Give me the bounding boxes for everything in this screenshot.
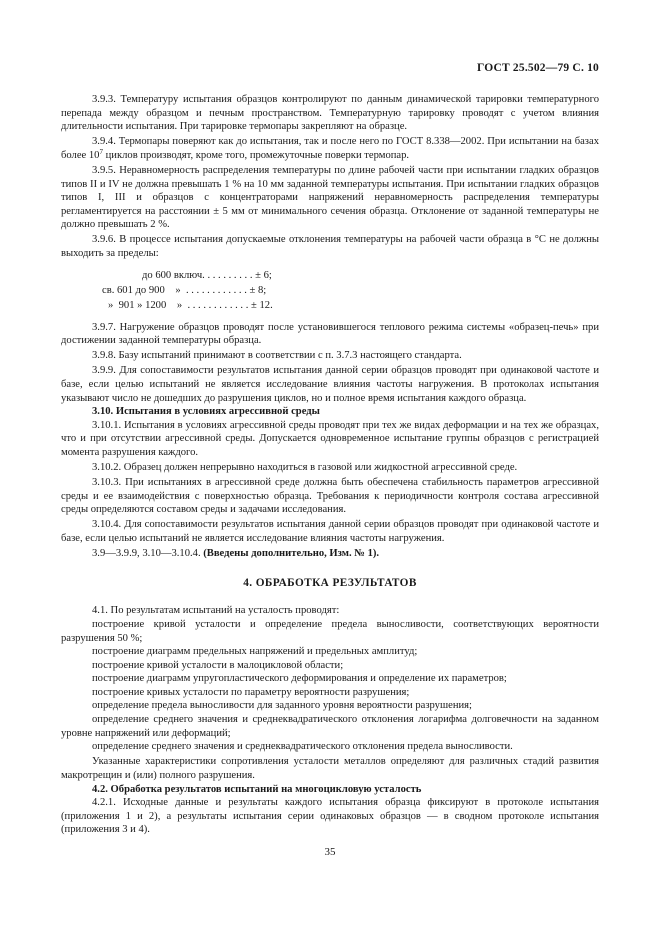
paragraph-4-1-tail: Указанные характеристики сопротивления усталости металлов определяют для различных стадий развития макротрещин и (или) полного разрушения.	[61, 756, 599, 781]
amendment-text: (Введены дополнительно, Изм. № 1).	[203, 548, 380, 560]
list-item: построение кривой усталости и определение предела выносливости, соответствующих вероятности разрушения 50 %;	[61, 618, 599, 644]
paragraph-4-1: 4.1. По результатам испытаний на усталость проводят:	[92, 605, 340, 617]
paragraph-3-9-4	[61, 135, 599, 162]
page-number: 35	[324, 846, 336, 858]
paragraph-3-9-6: 3.9.6. В процессе испытания допускаемые отклонения температуры на рабочей части образца в °С не должны выходить за пределы:	[61, 234, 599, 260]
tolerance-row: св. 601 до 900 » . . . . . . . . . . . . ± 8;	[102, 284, 267, 296]
paragraph-3-9-7: 3.9.7. Нагружение образцов проводят после установившегося теплового режима системы «образец-печь» при достижении заданной температуры образца.	[61, 321, 599, 347]
list-item: построение диаграмм предельных напряжений и предельных амплитуд;	[92, 646, 418, 658]
exponent: 7	[99, 147, 103, 156]
document-body	[61, 93, 599, 837]
paragraph-3-9-5: 3.9.5. Неравномерность распределения температуры по длине рабочей части при испытании гладких образцов типов II и IV не должна превышать 1 % на 10 мм заданной температуры испытания. При испытании гладких образцов типов I, III и образцов с концентраторами напряжений неравномерность распределения температуры регламентируется на расстоянии ± 5 мм от минимального сечения образца. Отклонение от заданной температуры не должно превышать 2 %.	[61, 164, 599, 231]
paragraph-3-9-3: 3.9.3. Температуру испытания образцов контролируют по данным динамической тарировки температурного перепада между образцом и печным пространством. Температурную тарировку проводят с учетом влияния длительности испытания. При тарировке термопары закрепляют на образце.	[61, 94, 599, 133]
paragraph-3-10-4: 3.10.4. Для сопоставимости результатов испытания данной серии образцов проводят при одинаковой частоте и базе, если целью испытаний не является исследование влияния частоты нагружения.	[61, 519, 599, 545]
list-item: построение кривой усталости в малоцикловой области;	[92, 659, 344, 671]
amendment-note	[61, 547, 599, 561]
amendment-ref: 3.9—3.9.9, 3.10—3.10.4.	[92, 548, 204, 560]
list-item: определение среднего значения и среднеквадратического отклонения предела выносливости.	[92, 741, 513, 753]
list-item: построение кривых усталости по параметру вероятности разрушения;	[92, 686, 410, 698]
paragraph-3-9-9: 3.9.9. Для сопоставимости результатов испытания данной серии образцов проводят при одинаковой частоте и базе, если целью испытаний не является исследование влияния частоты нагружения. В протоколах испытания указывают число не дошедших до разрушения циклов, но и полное время испытания каждого образца.	[61, 365, 599, 404]
paragraph-3-10-3: 3.10.3. При испытаниях в агрессивной среде должна быть обеспечена стабильность параметров агрессивной среды и ее взаимодействия с поверхностью образца. Требования к периодичности контроля состава агрессивной среды определяются составом среды и задачами исследования.	[61, 477, 599, 516]
paragraph-4-2-1: 4.2.1. Исходные данные и результаты каждого испытания образца фиксируют в протоколе испытания (приложения 1 и 2), а результаты испытания серии одинаковых образцов — в сводном протоколе испытания (приложения 3 и 4).	[61, 797, 599, 836]
tolerance-row: » 901 » 1200 » . . . . . . . . . . . . ± 12.	[108, 299, 273, 311]
tolerance-list	[61, 269, 599, 314]
paragraph-3-10-1: 3.10.1. Испытания в условиях агрессивной среды проводят при тех же видах деформации и на тех же образцах, что и при отсутствии агрессивной среды. Допускается одновременное испытание группы образцов с регистрацией момента разрушения каждого.	[61, 419, 599, 458]
list-item: определение предела выносливости для заданного уровня вероятности разрушения;	[92, 700, 472, 712]
document-page	[61, 0, 599, 936]
page-header: ГОСТ 25.502—79 С. 10	[476, 62, 599, 74]
paragraph-3-9-8: 3.9.8. Базу испытаний принимают в соответствии с п. 3.7.3 настоящего стандарта.	[92, 350, 462, 362]
list-item: построение диаграмм упругопластического деформирования и определение их параметров;	[92, 673, 507, 685]
heading-4-2: 4.2. Обработка результатов испытаний на многоцикловую усталость	[92, 783, 422, 795]
paragraph-3-9-4-tail: циклов производят, кроме того, промежуточные поверки термопар.	[102, 149, 410, 161]
list-item: определение среднего значения и среднеквадратического отклонения логарифма долговечности на заданном уровне напряжений или деформаций;	[61, 714, 599, 739]
paragraph-3-9-4-text: 3.9.4. Термопары поверяют как до испытания, так и после него по ГОСТ 8.338—2002. При испытании на базах более 10	[61, 136, 599, 161]
paragraph-3-10-2: 3.10.2. Образец должен непрерывно находиться в газовой или жидкостной агрессивной среде.	[92, 462, 518, 474]
section-4-title: 4. ОБРАБОТКА РЕЗУЛЬТАТОВ	[243, 576, 417, 589]
heading-3-10: 3.10. Испытания в условиях агрессивной среды	[92, 406, 320, 418]
tolerance-row: до 600 включ. . . . . . . . . . ± 6;	[142, 269, 272, 281]
